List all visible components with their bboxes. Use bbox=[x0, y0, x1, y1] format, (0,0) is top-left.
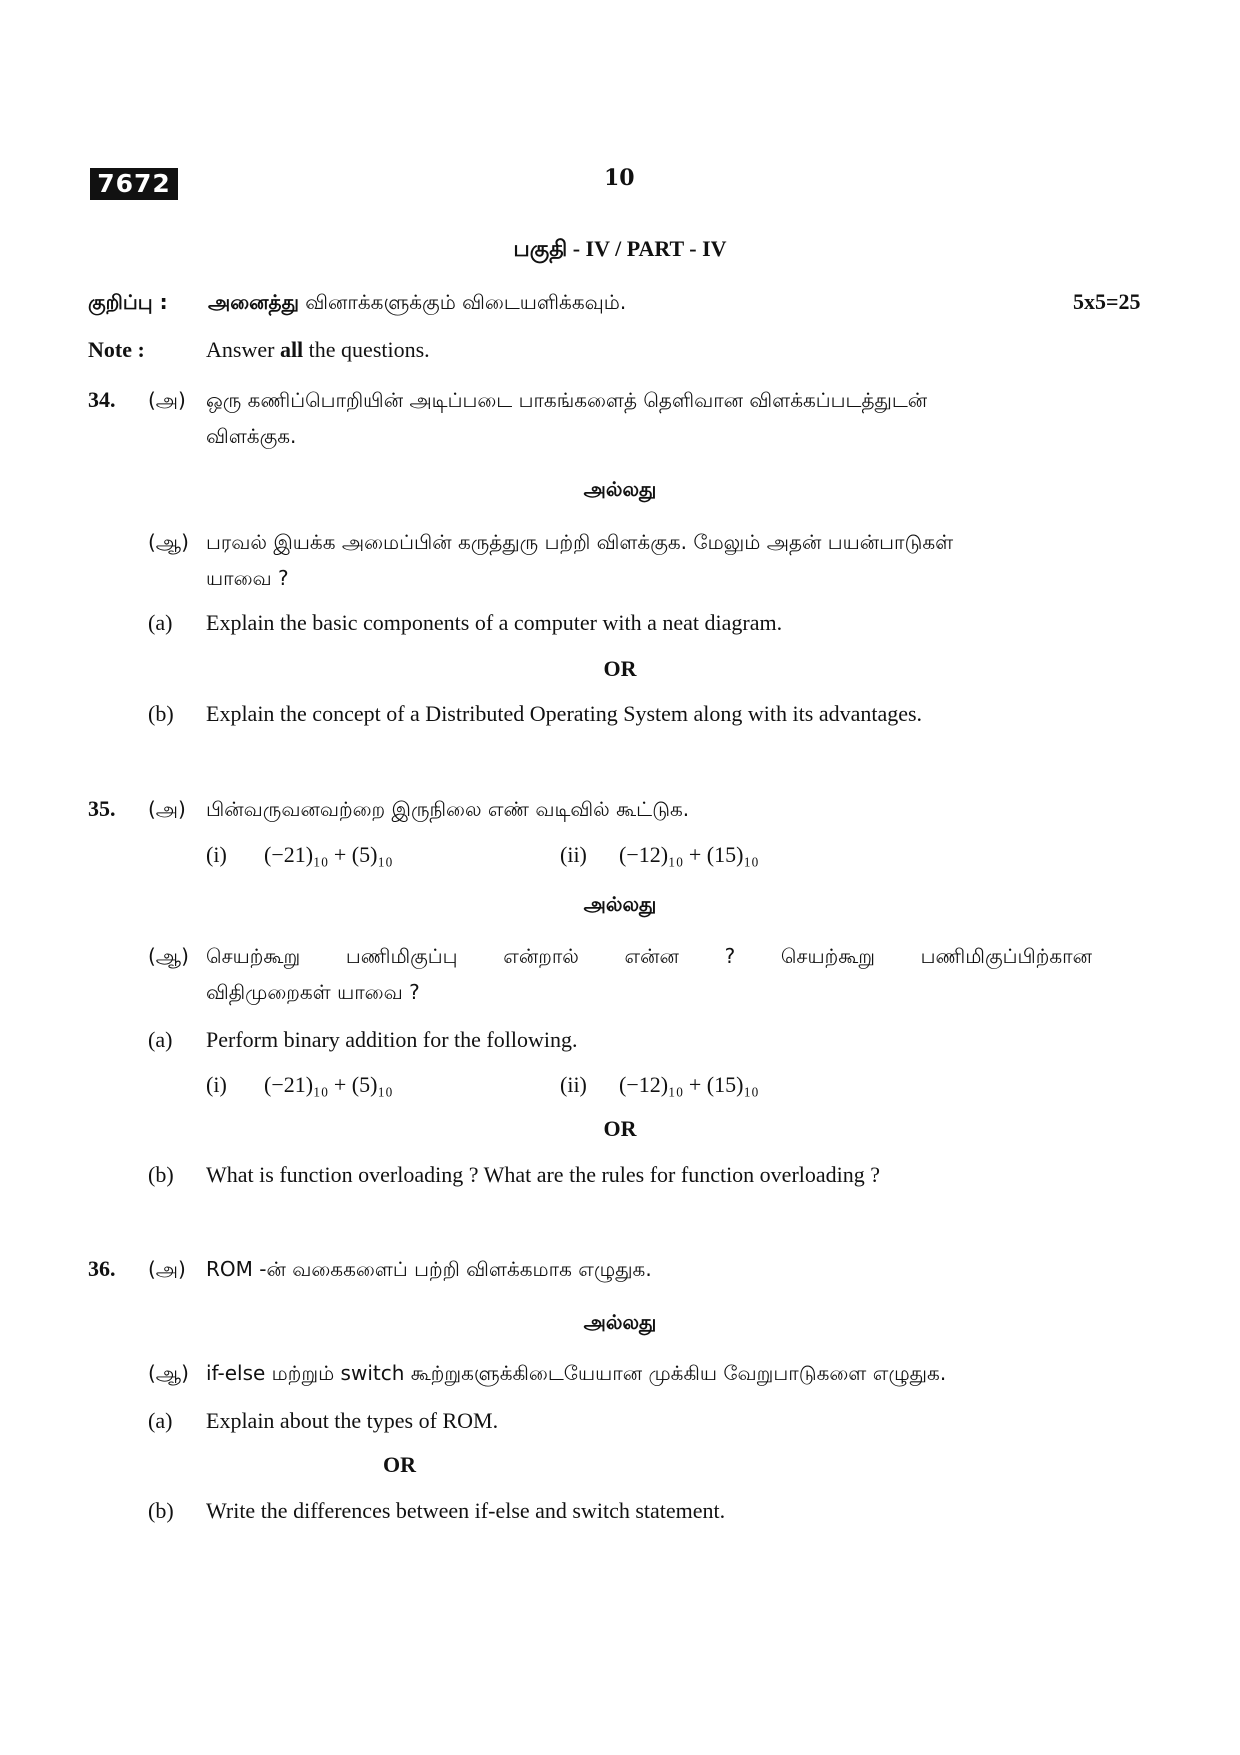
q35-ta-or: அல்லது bbox=[583, 892, 657, 916]
q34-ta-b-line1: பரவல் இயக்க அமைப்பின் கருத்துரு பற்றி விளக்குக. மேலும் அதன் பயன்பாடுகள் bbox=[206, 530, 954, 554]
q34-ta-or: அல்லது bbox=[583, 477, 657, 501]
q35-en-i-expr: (−21)₁₀ + (5)₁₀ bbox=[264, 1072, 393, 1097]
q34-ta-b-line2: யாவை ? bbox=[206, 566, 289, 590]
q34-en-b: Explain the concept of a Distributed Operating System along with its advantages. bbox=[206, 701, 923, 726]
q35-ta-b-line1: செயற்கூறு பணிமிகுப்பு என்றால் என்ன ? செயற்கூறு பணிமிகுப்பிற்கான bbox=[206, 944, 1092, 968]
q36-ta-b: if-else மற்றும் switch கூற்றுகளுக்கிடையேயான முக்கிய வேறுபாடுகளை எழுதுக. bbox=[206, 1361, 947, 1385]
q35-i-expr: (−21)₁₀ + (5)₁₀ bbox=[264, 842, 393, 867]
q35-i-label: (i) bbox=[206, 842, 227, 867]
marks: 5x5=25 bbox=[1073, 289, 1141, 314]
q36-ta-a-label: (அ) bbox=[148, 1257, 186, 1281]
instruction-ta bbox=[208, 290, 626, 317]
instruction-ta-bold: அனைத்து bbox=[208, 290, 299, 314]
q34-ta-a-label: (அ) bbox=[148, 388, 186, 412]
q34-en-a-label: (a) bbox=[148, 610, 173, 635]
q35-en-b: What is function overloading ? What are the rules for function overloading ? bbox=[206, 1162, 881, 1187]
question-number-36: 36. bbox=[88, 1256, 116, 1281]
instruction-label-ta: குறிப்பு : bbox=[88, 290, 168, 314]
q36-en-a: Explain about the types of ROM. bbox=[206, 1408, 499, 1433]
q36-en-or: OR bbox=[383, 1452, 416, 1477]
q35-en-a-label: (a) bbox=[148, 1027, 173, 1052]
q34-ta-b-label: (ஆ) bbox=[148, 530, 189, 554]
q34-en-or: OR bbox=[603, 656, 637, 681]
q35-en-a: Perform binary addition for the following. bbox=[206, 1027, 578, 1052]
q36-en-b: Write the differences between if-else and switch statement. bbox=[206, 1498, 726, 1523]
q34-ta-a-line2: விளக்குக. bbox=[206, 424, 297, 448]
q35-ii-expr: (−12)₁₀ + (15)₁₀ bbox=[619, 842, 759, 867]
q34-en-a: Explain the basic components of a computer with a neat diagram. bbox=[206, 610, 783, 635]
q35-ta-b-label: (ஆ) bbox=[148, 944, 189, 968]
q36-ta-b-label: (ஆ) bbox=[148, 1361, 189, 1385]
q36-en-b-label: (b) bbox=[148, 1498, 174, 1523]
q35-ta-b-line2: விதிமுறைகள் யாவை ? bbox=[206, 980, 420, 1004]
paper-code: 7672 bbox=[90, 168, 178, 200]
page-number: 10 bbox=[604, 165, 635, 191]
q36-ta-a: ROM -ன் வகைகளைப் பற்றி விளக்கமாக எழுதுக. bbox=[206, 1257, 652, 1281]
q35-ta-a: பின்வருவனவற்றை இருநிலை எண் வடிவில் கூட்டுக. bbox=[206, 797, 690, 821]
q36-ta-or: அல்லது bbox=[583, 1310, 657, 1334]
q35-en-ii-label: (ii) bbox=[560, 1072, 587, 1097]
instruction-ta-text: வினாக்களுக்கும் விடையளிக்கவும். bbox=[305, 290, 627, 314]
question-number-34: 34. bbox=[88, 387, 116, 412]
part-title: பகுதி - IV / PART - IV bbox=[513, 236, 727, 261]
q34-en-b-label: (b) bbox=[148, 701, 174, 726]
q35-en-ii-expr: (−12)₁₀ + (15)₁₀ bbox=[619, 1072, 759, 1097]
question-number-35: 35. bbox=[88, 796, 116, 821]
q35-en-b-label: (b) bbox=[148, 1162, 174, 1187]
q35-ii-label: (ii) bbox=[560, 842, 587, 867]
note-text: Answer all the questions. bbox=[206, 337, 430, 362]
q35-en-or: OR bbox=[603, 1116, 637, 1141]
q35-en-i-label: (i) bbox=[206, 1072, 227, 1097]
q35-ta-a-label: (அ) bbox=[148, 797, 186, 821]
note-label: Note : bbox=[88, 337, 145, 362]
q34-ta-a-line1: ஒரு கணிப்பொறியின் அடிப்படை பாகங்களைத் தெளிவான விளக்கப்படத்துடன் bbox=[206, 388, 928, 412]
q36-en-a-label: (a) bbox=[148, 1408, 173, 1433]
